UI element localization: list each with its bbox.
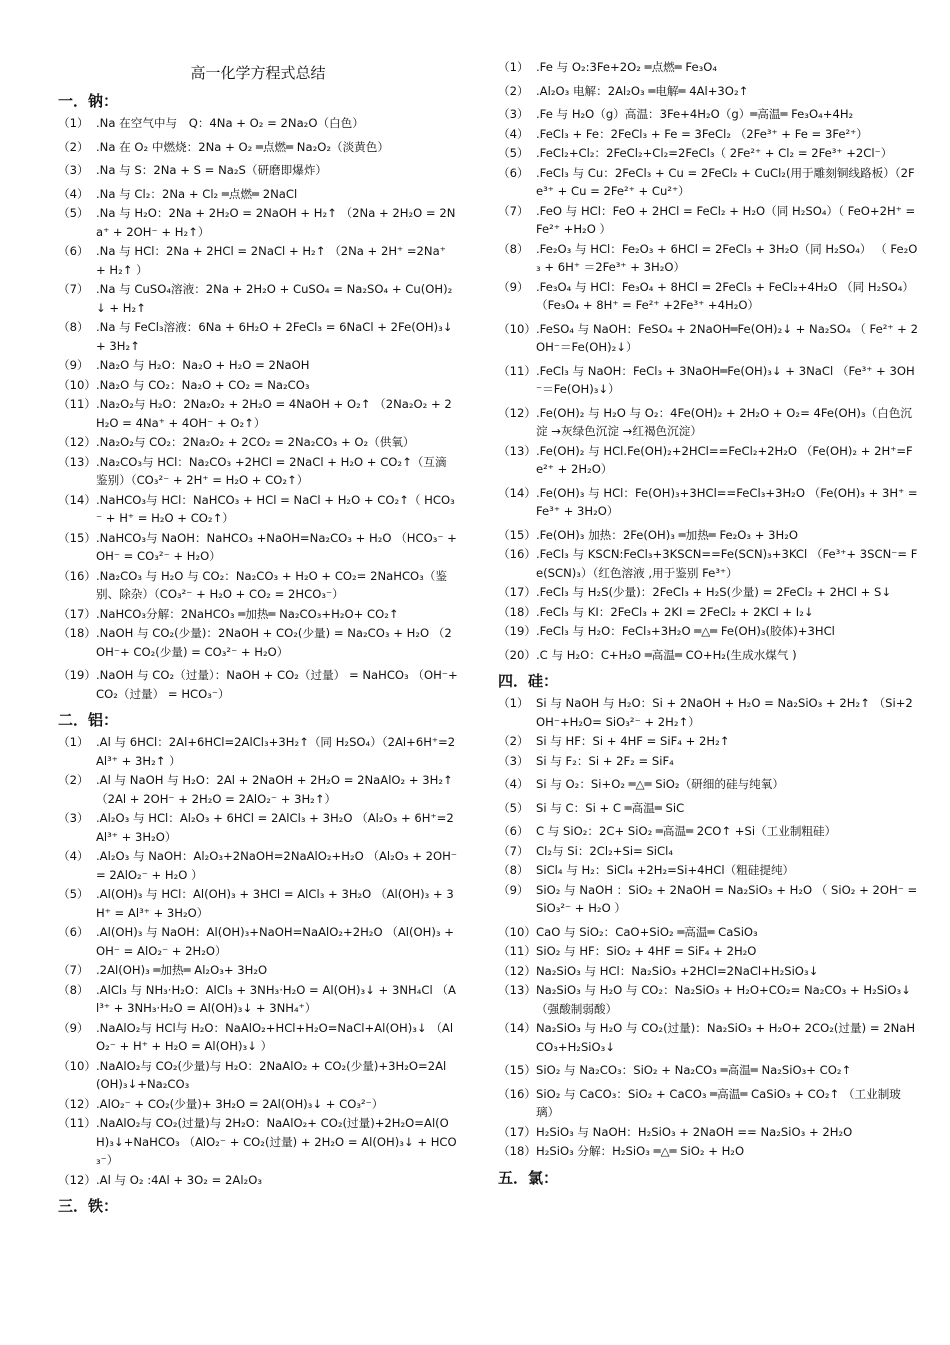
equation-text: .Fe 与 H₂O（g）高温：3Fe+4H₂O（g）═高温═ Fe₃O₄+4H₂ [536, 107, 854, 121]
equation-text: .FeCl₃ 与 NaOH：FeCl₃ + 3NaOH═Fe(OH)₃↓ + 3NaCl （Fe³⁺ + 3OH⁻＝Fe(OH)₃↓） [536, 363, 915, 396]
equation-text: .Na₂O 与 CO₂：Na₂O + CO₂ = Na₂CO₃ [96, 377, 310, 392]
item-number: （10） [58, 377, 96, 392]
equation-item [58, 809, 458, 846]
section-heading: 四．硅： [498, 672, 559, 690]
item-number: （8） [58, 982, 89, 997]
item-number: （11） [498, 363, 536, 378]
item-number: （9） [58, 1020, 89, 1035]
item-number: （7） [58, 963, 89, 977]
item-number: （2） [498, 83, 529, 98]
item-number: （6） [58, 244, 89, 258]
item-number: （11） [58, 397, 96, 411]
section-heading: 三．铁： [58, 1197, 119, 1215]
equation-text: .NaHCO₃与 HCl：NaHCO₃ + HCl = NaCl + H₂O + CO₂↑（ HCO₃⁻ + H⁺ = H₂O + CO₂↑） [96, 492, 455, 525]
item-number: （3） [498, 753, 529, 768]
equation-item [498, 545, 918, 582]
equation-item [58, 1019, 458, 1056]
item-number: （10） [498, 321, 536, 336]
section-heading: 一．钠： [58, 92, 119, 110]
equation-item [498, 144, 918, 163]
equation-text: .Na 与 CuSO₄溶液：2Na + 2H₂O + CuSO₄ = Na₂SO₄ + Cu(OH)₂↓ + H₂↑ [96, 282, 453, 315]
equation-text: .NaAlO₂与 CO₂(少量)与 H₂O：2NaAlO₂ + CO₂(少量)+3H₂O=2Al(OH)₃↓+Na₂CO₃ [96, 1058, 447, 1091]
item-number: （12） [58, 1096, 96, 1111]
item-number: （17） [498, 1124, 536, 1139]
right-column [498, 58, 922, 1191]
equation-item [58, 280, 458, 317]
item-number: （3） [58, 163, 89, 177]
equation-item [58, 567, 458, 604]
equation-text: .Al(OH)₃ 与 NaOH：Al(OH)₃+NaOH=NaAlO₂+2H₂O （Al(OH)₃ + OH⁻ = AlO₂⁻ + 2H₂O） [96, 925, 458, 958]
item-number: （8） [498, 241, 529, 256]
equation-item [498, 923, 918, 942]
equation-item [498, 622, 918, 641]
item-number: （11） [58, 1116, 96, 1130]
equation-item [58, 529, 461, 566]
equation-item [498, 861, 918, 880]
equation-item [58, 847, 461, 884]
equation-item [498, 1142, 918, 1161]
equation-item [58, 923, 458, 960]
equation-item [498, 942, 918, 961]
equation-text: H₂SiO₃ 与 NaOH：H₂SiO₃ + 2NaOH == Na₂SiO₃ + 2H₂O [536, 1124, 853, 1139]
equation-text: .C 与 H₂O：C+H₂O ═高温═ CO+H₂(生成水煤气 ) [536, 647, 797, 662]
equation-text: .Al 与 O₂ :4Al + 3O₂ = 2Al₂O₃ [96, 1172, 262, 1187]
item-number: （13） [58, 454, 96, 469]
item-number: （20） [498, 647, 536, 662]
equation-text: C 与 SiO₂：2C+ SiO₂ ═高温═ 2CO↑ +Si（工业制粗硅） [536, 824, 837, 838]
item-number: （13） [498, 443, 536, 458]
item-number: （2） [58, 139, 89, 154]
equation-item [498, 240, 918, 277]
equation-text: Cl₂与 Si：2Cl₂+Si= SiCl₄ [536, 843, 673, 858]
equation-item [498, 799, 918, 818]
equation-item [498, 962, 918, 981]
item-number: （13） [498, 983, 536, 997]
item-number: （11） [498, 944, 536, 958]
equation-text: .Fe(OH)₂ 与 H₂O 与 O₂：4Fe(OH)₂ + 2H₂O + O₂= 4Fe(OH)₃（白色沉淀 →灰绿色沉淀 →红褐色沉淀） [536, 405, 912, 438]
equation-text: SiO₂ 与 NaOH ：SiO₂ + 2NaOH = Na₂SiO₃ + H₂O （ SiO₂ + 2OH⁻ = SiO₃²⁻ + H₂O ） [536, 882, 921, 915]
item-number: （1） [58, 116, 89, 130]
equation-item [498, 362, 918, 399]
equation-item [58, 491, 458, 528]
equation-item [58, 981, 458, 1018]
item-number: （3） [58, 811, 89, 825]
equation-item [58, 605, 458, 624]
equation-item [498, 105, 918, 124]
equation-text: .FeO 与 HCl：FeO + 2HCl = FeCl₂ + H₂O（同 H₂SO₄）（ FeO+2H⁺ = Fe²⁺ +H₂O ） [536, 203, 919, 236]
equation-item [498, 775, 918, 794]
equation-text: Na₂SiO₃ 与 HCl：Na₂SiO₃ +2HCl=2NaCl+H₂SiO₃↓ [536, 963, 819, 978]
equation-text: .NaHCO₃分解：2NaHCO₃ ═加热═ Na₂CO₃+H₂O+ CO₂↑ [96, 606, 399, 621]
equation-text: .Al(OH)₃ 与 HCl：Al(OH)₃ + 3HCl = AlCl₃ + 3H₂O （Al(OH)₃ + 3H⁺ = Al³⁺ + 3H₂O） [96, 887, 454, 920]
equation-text: CaO 与 SiO₂：CaO+SiO₂ ═高温═ CaSiO₃ [536, 924, 758, 939]
equation-item [498, 58, 918, 77]
equation-text: Na₂SiO₃ 与 H₂O 与 CO₂(过量)：Na₂SiO₃ + H₂O+ 2CO₂(过量) = 2NaHCO₃+H₂SiO₃↓ [536, 1021, 916, 1054]
item-number: （18） [498, 1144, 536, 1158]
equation-text: .NaHCO₃与 NaOH：NaHCO₃ +NaOH=Na₂CO₃ + H₂O （HCO₃⁻ + OH⁻ = CO₃²⁻ + H₂O） [96, 530, 461, 563]
equation-text: .NaOH 与 CO₂(少量)：2NaOH + CO₂(少量) = Na₂CO₃ + H₂O （2OH⁻+ CO₂(少量) = CO₃²⁻ + H₂O） [96, 626, 452, 659]
equation-item [58, 204, 458, 241]
equation-item [58, 185, 458, 204]
equation-text: .FeCl₃ + Fe：2FeCl₃ + Fe = 3FeCl₂ （2Fe³⁺ + Fe = 3Fe²⁺） [536, 126, 868, 141]
item-number: （19） [58, 668, 96, 682]
equation-text: .Na₂O₂与 CO₂：2Na₂O₂ + 2CO₂ = 2Na₂CO₃ + O₂（供氧） [96, 435, 415, 449]
item-number: （17） [58, 606, 96, 621]
equation-item [58, 138, 458, 157]
item-number: （16） [58, 568, 96, 583]
equation-text: SiO₂ 与 Na₂CO₃：SiO₂ + Na₂CO₃ ═高温═ Na₂SiO₃+ CO₂↑ [536, 1063, 852, 1077]
equation-item [58, 395, 458, 432]
item-number: （15） [498, 527, 536, 542]
equation-text: Na₂SiO₃ 与 H₂O 与 CO₂：Na₂SiO₃ + H₂O+CO₂= Na₂CO₃ + H₂SiO₃↓（强酸制弱酸） [536, 983, 911, 1016]
item-number: （2） [498, 734, 529, 748]
equation-item [498, 125, 918, 144]
equation-item [498, 822, 918, 841]
equation-item [58, 885, 458, 922]
section-heading: 二．铝： [58, 711, 119, 729]
equation-item [498, 646, 918, 665]
equation-item [58, 1095, 458, 1114]
equation-item [58, 1114, 458, 1170]
item-number: （12） [498, 963, 536, 978]
equation-item [58, 1171, 458, 1190]
equation-item [58, 161, 458, 180]
equation-text: .Fe 与 O₂:3Fe+2O₂ ═点燃═ Fe₃O₄ [536, 60, 718, 74]
equation-item [498, 526, 918, 545]
equation-text: .FeCl₃ 与 KI：2FeCl₃ + 2KI = 2FeCl₂ + 2KCl + I₂↓ [536, 604, 814, 619]
item-number: （7） [58, 282, 89, 296]
equation-text: .FeCl₃ 与 Cu：2FeCl₃ + Cu = 2FeCl₂ + CuCl₂(用于雕刻铜线路板）（2Fe³⁺ + Cu = 2Fe²⁺ + Cu²⁺） [536, 165, 915, 198]
equation-item [498, 82, 918, 101]
equation-text: Si 与 F₂：Si + 2F₂ = SiF₄ [536, 753, 674, 768]
item-number: （6） [58, 925, 89, 939]
equation-text: Si 与 HF：Si + 4HF = SiF₄ + 2H₂↑ [536, 734, 730, 748]
equation-item [58, 376, 458, 395]
equation-text: .NaAlO₂与 CO₂(过量)与 2H₂O：NaAlO₂+ CO₂(过量)+2H₂O=Al(OH)₃↓+NaHCO₃ （AlO₂⁻ + CO₂(过量) + 2H₂O = Al(OH)₃↓ + HCO₃⁻） [96, 1116, 457, 1167]
equation-text: .FeCl₃ 与 KSCN:FeCl₃+3KSCN==Fe(SCN)₃+3KCl （Fe³⁺+ 3SCN⁻= Fe(SCN)₃）（红色溶液 ,用于鉴别 Fe³⁺） [536, 547, 918, 580]
item-number: （1） [498, 696, 529, 710]
item-number: （2） [58, 773, 89, 787]
item-number: （16） [498, 1086, 536, 1101]
equation-item [498, 752, 918, 771]
equation-text: Si 与 NaOH 与 H₂O：Si + 2NaOH + H₂O = Na₂SiO₃ + 2H₂↑ （Si+2OH⁻+H₂O= SiO₃²⁻ + 2H₂↑） [536, 696, 913, 729]
equation-item [498, 442, 918, 479]
item-number: （14） [498, 485, 536, 500]
equation-item [498, 732, 918, 751]
item-number: （5） [58, 887, 89, 901]
item-number: （9） [58, 358, 89, 372]
item-number: （14） [58, 492, 96, 507]
equation-text: .FeCl₃ 与 H₂S(少量)：2FeCl₃ + H₂S(少量) = 2FeCl₂ + 2HCl + S↓ [536, 585, 892, 599]
item-number: （5） [58, 206, 89, 220]
item-number: （8） [58, 320, 89, 334]
equation-item [58, 771, 458, 808]
equation-text: .FeSO₄ 与 NaOH：FeSO₄ + 2NaOH═Fe(OH)₂↓ + Na₂SO₄ （ Fe²⁺ + 2OH⁻＝Fe(OH)₂↓） [536, 321, 918, 354]
equation-item [498, 583, 918, 602]
item-number: （9） [498, 279, 529, 294]
equation-item [498, 484, 922, 521]
equation-item [498, 202, 918, 239]
equation-item [58, 114, 458, 133]
equation-text: .Fe(OH)₂ 与 HCl.Fe(OH)₂+2HCl==FeCl₂+2H₂O （Fe(OH)₂ + 2H⁺=Fe²⁺ + 2H₂O） [536, 443, 913, 476]
section-heading: 五．氯： [498, 1168, 559, 1187]
equation-text: Si 与 C：Si + C ═高温═ SiC [536, 800, 685, 815]
item-number: （4） [498, 126, 529, 141]
equation-text: .FeCl₂+Cl₂：2FeCl₂+Cl₂=2FeCl₃（ 2Fe²⁺ + Cl₂ = 2Fe³⁺ +2Cl⁻） [536, 146, 893, 160]
equation-item [498, 694, 918, 731]
item-number: （7） [498, 203, 529, 218]
item-number: （4） [498, 777, 529, 791]
item-number: （19） [498, 624, 536, 638]
equation-text: .Na 与 FeCl₃溶液：6Na + 6H₂O + 2FeCl₃ = 6NaCl + 2Fe(OH)₃↓ + 3H₂↑ [96, 320, 457, 353]
equation-text: .Fe(OH)₃ 加热：2Fe(OH)₃ ═加热═ Fe₂O₃ + 3H₂O [536, 527, 798, 542]
equation-text: .Al 与 NaOH 与 H₂O：2Al + 2NaOH + 2H₂O = 2NaAlO₂ + 3H₂↑（2Al + 2OH⁻ + 2H₂O = 2AlO₂⁻ + 3H₂↑） [96, 773, 453, 806]
item-number: （10） [58, 1058, 96, 1073]
item-number: （6） [498, 165, 529, 180]
equation-item [498, 404, 918, 441]
equation-text: .Fe(OH)₃ 与 HCl：Fe(OH)₃+3HCl==FeCl₃+3H₂O （Fe(OH)₃ + 3H⁺ = Fe³⁺ + 3H₂O） [536, 485, 922, 518]
equation-item [498, 278, 918, 315]
item-number: （12） [58, 435, 96, 449]
equation-text: .NaOH 与 CO₂（过量）：NaOH + CO₂（过量） = NaHCO₃ （OH⁻+ CO₂（过量） = HCO₃⁻） [96, 668, 462, 701]
item-number: （8） [498, 863, 529, 877]
equation-item [58, 242, 458, 279]
equation-text: .Na 与 H₂O：2Na + 2H₂O = 2NaOH + H₂↑ （2Na + 2H₂O = 2Na⁺ + 2OH⁻ + H₂↑） [96, 206, 456, 239]
equation-item [58, 433, 458, 452]
equation-text: .NaAlO₂与 HCl与 H₂O：NaAlO₂+HCl+H₂O=NaCl+Al(OH)₃↓ （AlO₂⁻ + H⁺ + H₂O = Al(OH)₃↓ ） [96, 1020, 454, 1053]
item-number: （7） [498, 843, 529, 858]
equation-item [498, 164, 918, 201]
item-number: （14） [498, 1021, 536, 1035]
equation-text: .Al 与 6HCl：2Al+6HCl=2AlCl₃+3H₂↑（同 H₂SO₄）（2Al+6H⁺=2Al³⁺ + 3H₂↑ ） [96, 735, 456, 768]
equation-item [498, 1061, 918, 1080]
item-number: （3） [498, 107, 529, 121]
equation-text: .FeCl₃ 与 H₂O：FeCl₃+3H₂O ═△═ Fe(OH)₃(胶体)+3HCl [536, 624, 835, 638]
item-number: （12） [58, 1172, 96, 1187]
equation-text: .Na 与 Cl₂：2Na + Cl₂ ═点燃═ 2NaCl [96, 186, 298, 201]
equation-item [58, 1057, 458, 1094]
equation-item [58, 453, 458, 490]
item-number: （18） [498, 604, 536, 619]
equation-text: .Na₂CO₃ 与 H₂O 与 CO₂：Na₂CO₃ + H₂O + CO₂= 2NaHCO₃（鉴别、除杂）（CO₃²⁻ + H₂O + CO₂ = 2HCO₃⁻） [96, 568, 448, 601]
equation-text: .AlO₂⁻ + CO₂(少量)+ 3H₂O = 2Al(OH)₃↓ + CO₃²⁻） [96, 1096, 384, 1111]
doc-title: 高一化学方程式总结 [190, 64, 326, 82]
equation-item [498, 320, 918, 357]
equation-item [58, 318, 458, 355]
equation-text: .Na 在 O₂ 中燃烧：2Na + O₂ ═点燃═ Na₂O₂（淡黄色） [96, 139, 389, 154]
item-number: （15） [58, 530, 96, 545]
equation-text: .Al₂O₃ 与 NaOH：Al₂O₃+2NaOH=2NaAlO₂+H₂O （Al₂O₃ + 2OH⁻ = 2AlO₂⁻ + H₂O ） [96, 849, 461, 882]
equation-item [58, 961, 458, 980]
equation-text: .2Al(OH)₃ ═加热═ Al₂O₃+ 3H₂O [96, 963, 268, 977]
equation-text: .AlCl₃ 与 NH₃·H₂O：AlCl₃ + 3NH₃·H₂O = Al(OH)₃↓ + 3NH₄Cl （Al³⁺ + 3NH₃·H₂O = Al(OH)₃↓ + 3NH₄⁺） [96, 982, 456, 1015]
equation-item [498, 603, 918, 622]
equation-text: .Na 与 HCl：2Na + 2HCl = 2NaCl + H₂↑ （2Na + 2H⁺ =2Na⁺ + H₂↑ ） [96, 244, 450, 277]
equation-text: SiO₂ 与 HF：SiO₂ + 4HF = SiF₄ + 2H₂O [536, 944, 757, 958]
item-number: （16） [498, 547, 536, 561]
item-number: （6） [498, 824, 529, 838]
equation-item [498, 981, 918, 1018]
equation-item [58, 733, 458, 770]
equation-text: SiO₂ 与 CaCO₃：SiO₂ + CaCO₃ ═高温═ CaSiO₃ + CO₂↑ （工业制玻璃） [536, 1086, 901, 1119]
equation-item [498, 1085, 918, 1122]
item-number: （18） [58, 626, 96, 640]
item-number: （1） [58, 735, 89, 749]
item-number: （4） [58, 849, 89, 863]
equation-text: .Fe₂O₃ 与 HCl：Fe₂O₃ + 6HCl = 2FeCl₃ + 3H₂O（同 H₂SO₄） （ Fe₂O₃ + 6H⁺ ＝2Fe³⁺ + 3H₂O） [536, 241, 918, 274]
equation-text: H₂SiO₃ 分解：H₂SiO₃ ═△═ SiO₂ + H₂O [536, 1144, 745, 1158]
equation-item [58, 356, 458, 375]
equation-text: .Al₂O₃ 电解：2Al₂O₃ ═电解═ 4Al+3O₂↑ [536, 83, 749, 98]
equation-text: .Na₂O₂与 H₂O：2Na₂O₂ + 2H₂O = 4NaOH + O₂↑ （2Na₂O₂ + 2H₂O = 4Na⁺ + 4OH⁻ + O₂↑） [96, 397, 452, 430]
equation-item [498, 1019, 918, 1056]
equation-item [58, 624, 458, 661]
item-number: （12） [498, 405, 536, 420]
equation-text: .Na₂CO₃与 HCl：Na₂CO₃ +2HCl = 2NaCl + H₂O + CO₂↑（互滴鉴别）（CO₃²⁻ + 2H⁺ = H₂O + CO₂↑） [96, 454, 447, 487]
equation-text: .Na 与 S：2Na + S = Na₂S（研磨即爆炸） [96, 163, 328, 177]
equation-item [498, 1123, 918, 1142]
item-number: （17） [498, 585, 536, 599]
item-number: （5） [498, 146, 529, 160]
item-number: （10） [498, 924, 536, 939]
equation-text: SiCl₄ 与 H₂：SiCl₄ +2H₂=Si+4HCl（粗硅提纯） [536, 863, 795, 877]
item-number: （4） [58, 186, 89, 201]
equation-item [58, 666, 462, 703]
equation-text: .Fe₃O₄ 与 HCl：Fe₃O₄ + 8HCl = 2FeCl₃ + FeCl₂+4H₂O （同 H₂SO₄） （Fe₃O₄ + 8H⁺ = Fe²⁺ +2Fe³⁺ +4H₂O） [536, 279, 918, 312]
equation-text: .Al₂O₃ 与 HCl：Al₂O₃ + 6HCl = 2AlCl₃ + 3H₂O （Al₂O₃ + 6H⁺=2Al³⁺ + 3H₂O） [96, 811, 454, 844]
equation-text: .Na 在空气中与 Q：4Na + O₂ = 2Na₂O（白色） [96, 116, 364, 130]
item-number: （1） [498, 60, 529, 74]
equation-text: Si 与 O₂：Si+O₂ ═△═ SiO₂（研细的硅与纯氧） [536, 777, 784, 791]
left-column [58, 58, 462, 1219]
item-number: （15） [498, 1063, 536, 1077]
equation-item [498, 881, 921, 918]
equation-item [498, 842, 918, 861]
item-number: （5） [498, 800, 529, 815]
item-number: （9） [498, 882, 529, 897]
equation-text: .Na₂O 与 H₂O：Na₂O + H₂O = 2NaOH [96, 358, 310, 372]
